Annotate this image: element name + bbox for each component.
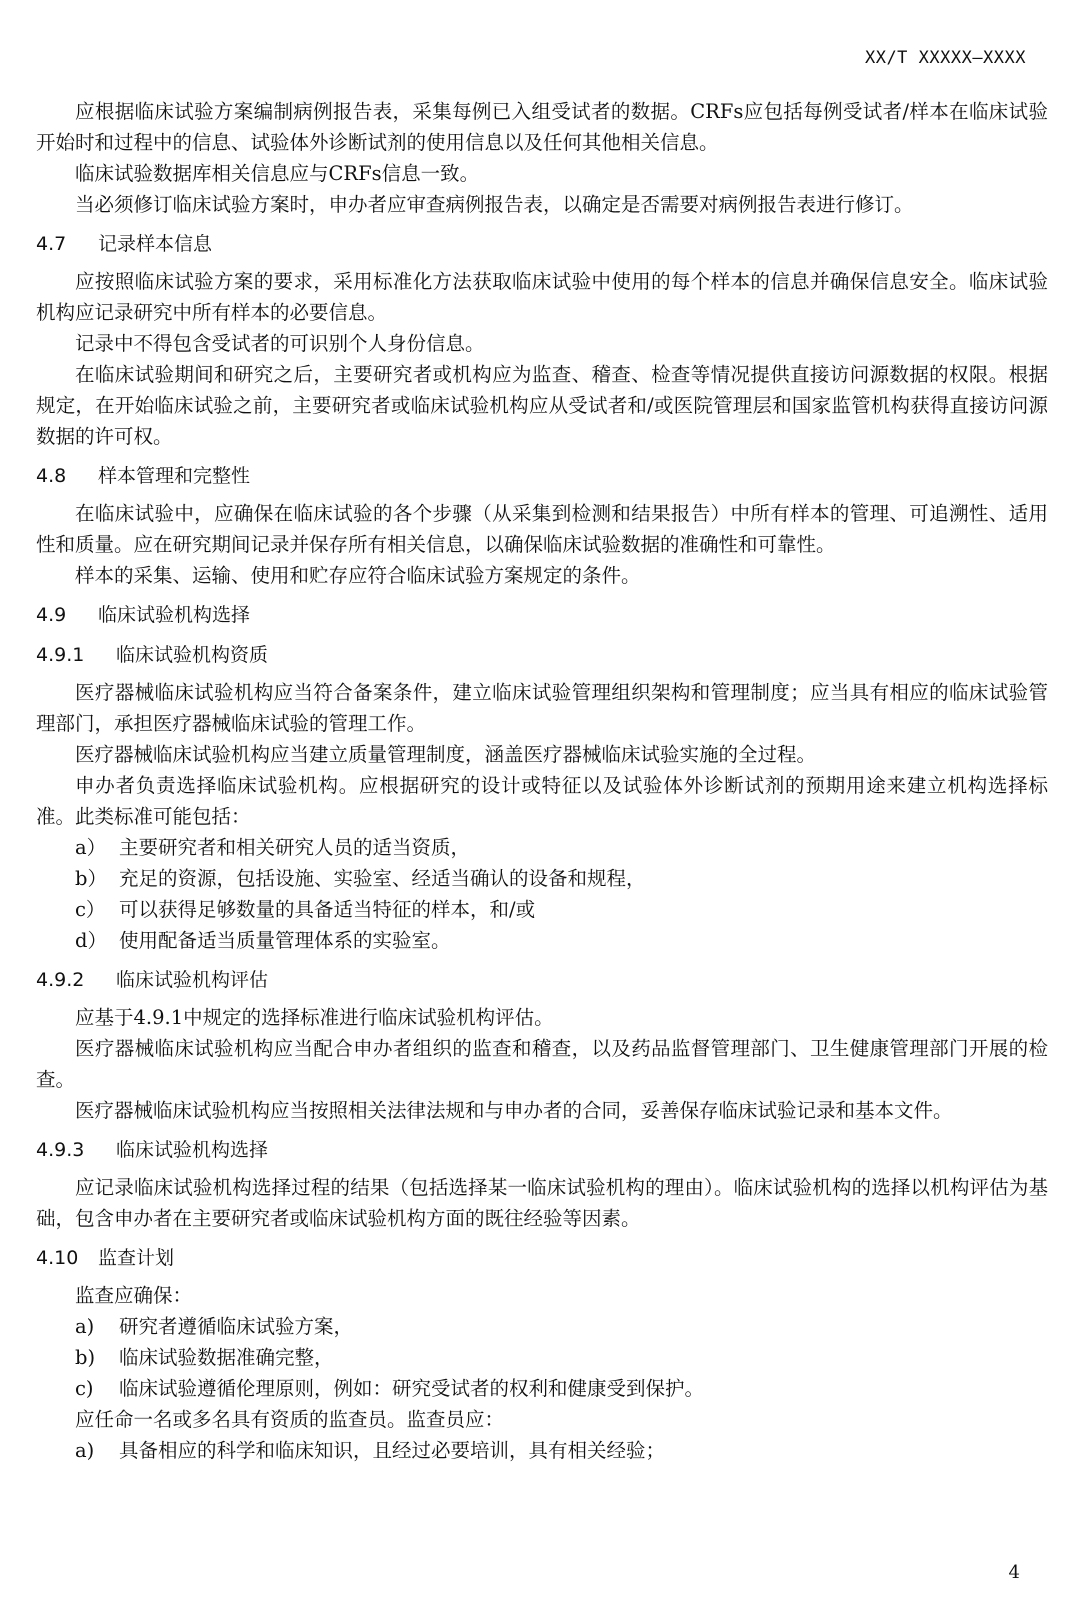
list-item	[36, 894, 1048, 925]
paragraph: 在临床试验期间和研究之后，主要研究者或机构应为监查、稽查、检查等情况提供直接访问源数据的权限。根据规定，在开始临床试验之前，主要研究者或临床试验机构应从受试者和/或医院管理层和国家监管机构获得直接访问源数据的许可权。	[36, 363, 1048, 448]
paragraph: 应根据临床试验方案编制病例报告表，采集每例已入组受试者的数据。CRFs应包括每例受试者/样本在临床试验开始时和过程中的信息、试验体外诊断试剂的使用信息以及任何其他相关信息。	[36, 100, 1048, 154]
section-heading	[36, 600, 1048, 631]
paragraph: 样本的采集、运输、使用和贮存应符合临床试验方案规定的条件。	[75, 564, 641, 587]
paragraph: 应基于4.9.1中规定的选择标准进行临床试验机构评估。	[75, 1006, 554, 1029]
section-number: 4.9.3	[36, 1139, 85, 1161]
section-number: 4.9	[36, 604, 67, 626]
paragraph: 监查应确保：	[75, 1284, 193, 1307]
section-number: 4.9.1	[36, 644, 85, 666]
paragraph: 医疗器械临床试验机构应当配合申办者组织的监查和稽查，以及药品监督管理部门、卫生健康管理部门开展的检查。	[36, 1037, 1048, 1091]
section-title: 样本管理和完整性	[98, 465, 251, 487]
list-marker: a）	[75, 836, 107, 859]
list-item-text: 具备相应的科学和临床知识，且经过必要培训，具有相关经验；	[119, 1439, 666, 1462]
section-title: 临床试验机构评估	[116, 969, 269, 991]
paragraph: 医疗器械临床试验机构应当符合备案条件，建立临床试验管理组织架构和管理制度；应当具有相应的临床试验管理部门，承担医疗器械临床试验的管理工作。	[36, 681, 1048, 735]
section-heading	[36, 965, 1048, 996]
list-marker: c)	[75, 1377, 94, 1400]
section-title: 临床试验机构资质	[116, 644, 269, 666]
list-marker: a)	[75, 1439, 95, 1462]
paragraph: 医疗器械临床试验机构应当按照相关法律法规和与申办者的合同，妥善保存临床试验记录和基本文件。	[75, 1099, 953, 1122]
paragraph: 申办者负责选择临床试验机构。应根据研究的设计或特征以及试验体外诊断试剂的预期用途来建立机构选择标准。此类标准可能包括：	[36, 774, 1048, 828]
section-number: 4.7	[36, 233, 67, 255]
section-number: 4.10	[36, 1247, 79, 1269]
list-marker: c）	[75, 898, 106, 921]
list-item-text: 使用配备适当质量管理体系的实验室。	[119, 929, 451, 952]
list-item	[36, 863, 1048, 894]
list-item	[36, 1311, 1048, 1342]
section-heading	[36, 1243, 1048, 1274]
list-item-text: 研究者遵循临床试验方案，	[119, 1315, 354, 1338]
section-title: 记录样本信息	[98, 233, 213, 255]
list-item	[36, 925, 1048, 956]
section-number: 4.9.2	[36, 969, 85, 991]
section-heading	[36, 229, 1048, 260]
section-title: 临床试验机构选择	[116, 1139, 269, 1161]
list-item-text: 临床试验数据准确完整，	[119, 1346, 334, 1369]
section-number: 4.8	[36, 465, 67, 487]
section-title: 临床试验机构选择	[98, 604, 251, 626]
list-item-text: 主要研究者和相关研究人员的适当资质，	[119, 836, 471, 859]
list-marker: b）	[75, 867, 107, 890]
paragraph: 应记录临床试验机构选择过程的结果（包括选择某一临床试验机构的理由）。临床试验机构的选择以机构评估为基础，包含申办者在主要研究者或临床试验机构方面的既往经验等因素。	[36, 1176, 1048, 1230]
paragraph: 应按照临床试验方案的要求，采用标准化方法获取临床试验中使用的每个样本的信息并确保信息安全。临床试验机构应记录研究中所有样本的必要信息。	[36, 270, 1048, 324]
list-item	[36, 1435, 1048, 1466]
paragraph: 临床试验数据库相关信息应与CRFs信息一致。	[75, 162, 480, 185]
list-item-text: 可以获得足够数量的具备适当特征的样本，和/或	[119, 898, 536, 921]
section-title: 监查计划	[98, 1247, 175, 1269]
page-number: 4	[1008, 1562, 1020, 1583]
section-heading	[36, 1135, 1048, 1166]
paragraph: 记录中不得包含受试者的可识别个人身份信息。	[75, 332, 485, 355]
section-heading	[36, 640, 1048, 671]
list-item-text: 充足的资源，包括设施、实验室、经适当确认的设备和规程，	[119, 867, 646, 890]
list-marker: b)	[75, 1346, 96, 1369]
list-item	[36, 1373, 1048, 1404]
list-item	[36, 832, 1048, 863]
list-item	[36, 1342, 1048, 1373]
list-marker: d）	[75, 929, 107, 952]
list-marker: a)	[75, 1315, 95, 1338]
section-heading	[36, 461, 1048, 492]
paragraph: 医疗器械临床试验机构应当建立质量管理制度，涵盖医疗器械临床试验实施的全过程。	[75, 743, 817, 766]
standard-number: XX/T XXXXX—XXXX	[864, 48, 1026, 68]
document-body	[36, 96, 1048, 1466]
paragraph: 在临床试验中，应确保在临床试验的各个步骤（从采集到检测和结果报告）中所有样本的管理、可追溯性、适用性和质量。应在研究期间记录并保存所有相关信息，以确保临床试验数据的准确性和可靠性。	[36, 502, 1048, 556]
paragraph: 应任命一名或多名具有资质的监查员。监查员应：	[75, 1408, 505, 1431]
list-item-text: 临床试验遵循伦理原则，例如：研究受试者的权利和健康受到保护。	[119, 1377, 705, 1400]
paragraph: 当必须修订临床试验方案时，申办者应审查病例报告表，以确定是否需要对病例报告表进行修订。	[75, 193, 914, 216]
